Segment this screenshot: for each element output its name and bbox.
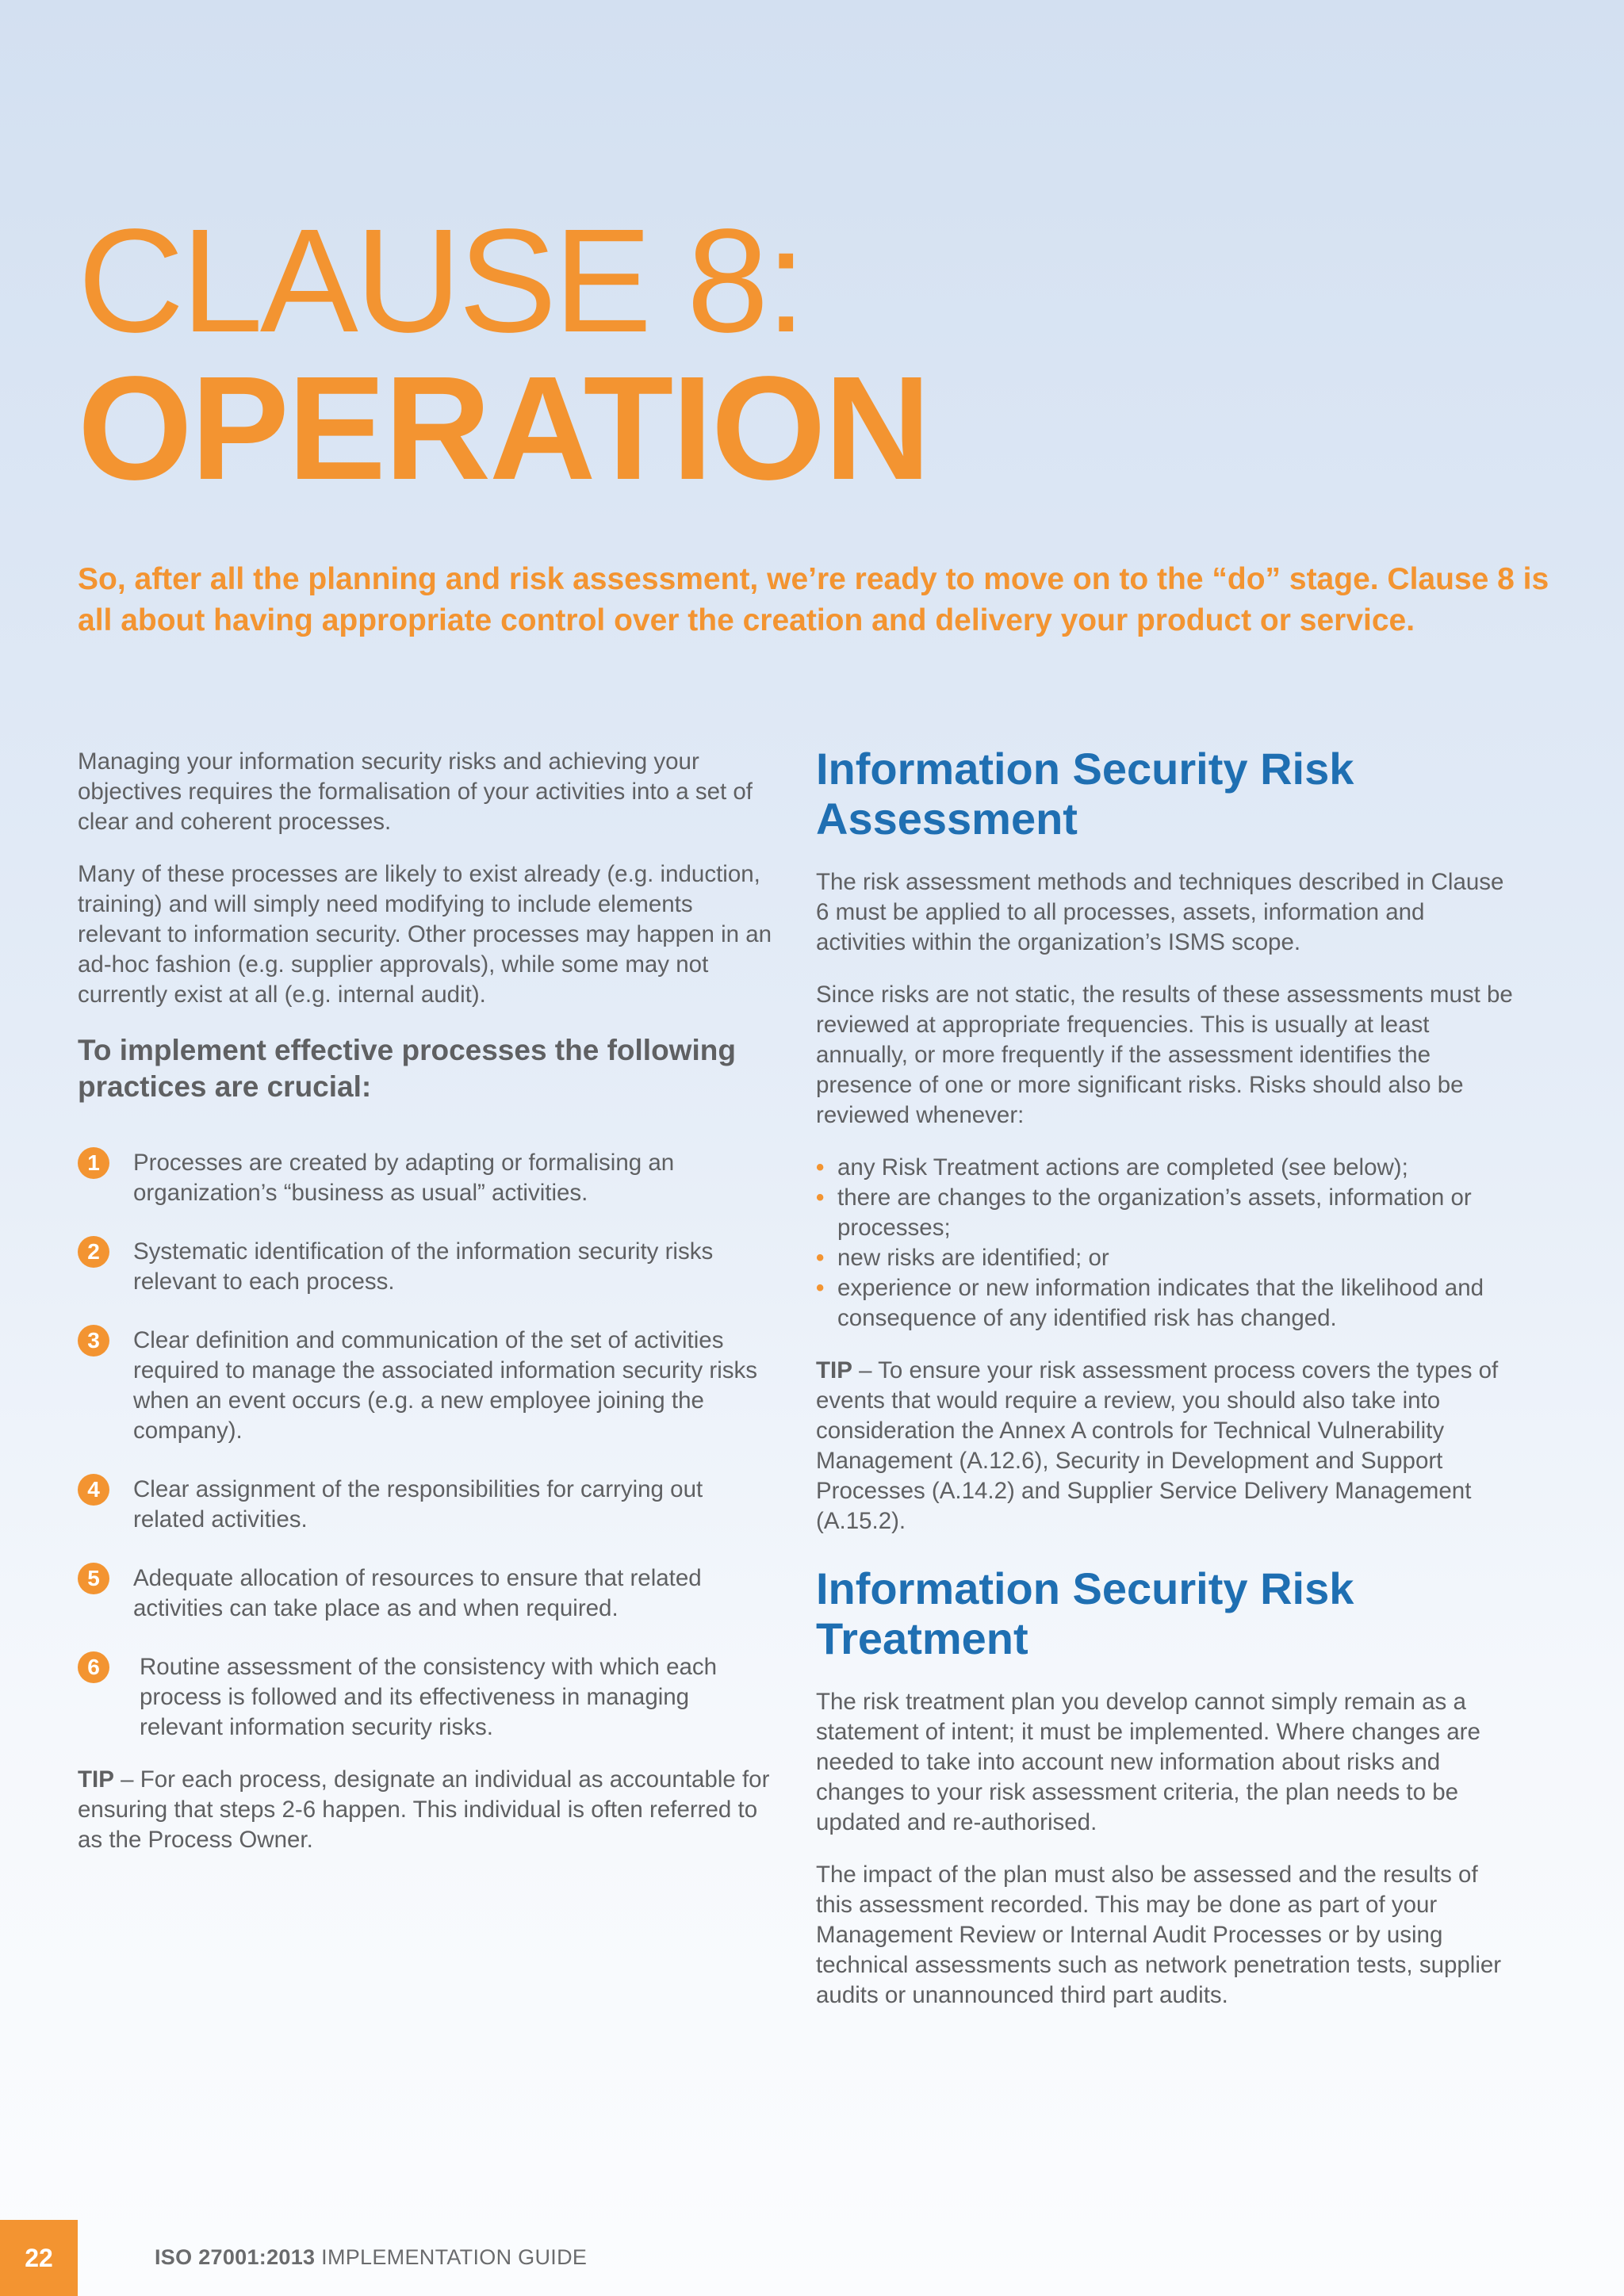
- footer-doc-name: IMPLEMENTATION GUIDE: [315, 2245, 588, 2269]
- practices-subheading: To implement effective processes the following practices are crucial:: [78, 1034, 736, 1103]
- left-column: [78, 747, 776, 1877]
- step-number-badge: 4: [78, 1474, 109, 1506]
- list-item: [78, 1563, 776, 1624]
- step-number-badge: 5: [78, 1563, 109, 1594]
- list-item: • experience or new information indicates that the likelihood and consequence of any identified risk has changed.: [816, 1273, 1514, 1334]
- step-number-badge: 6: [78, 1651, 109, 1683]
- risk-assessment-paragraph-2: Since risks are not static, the results of these assessments must be reviewed at appropriate frequencies. This is usually at least annually, or more frequently if the assessment identifies the presence of one or more significant risks. Risks should also be reviewed whenever:: [816, 982, 1513, 1128]
- footer-doc-code: ISO 27001:2013: [155, 2245, 316, 2269]
- left-paragraph-1: Managing your information security risks and achieving your objectives requires the formalisation of your activities into a set of clear and coherent processes.: [78, 748, 753, 835]
- tip-text: – For each process, designate an individual as accountable for ensuring that steps 2-6 happen. This individual is often referred to as the Process Owner.: [78, 1766, 770, 1853]
- list-item: [78, 1475, 776, 1535]
- practices-list: [78, 1148, 776, 1743]
- list-item: • there are changes to the organization’s assets, information or processes;: [816, 1183, 1514, 1243]
- left-paragraph-2: Many of these processes are likely to exist already (e.g. induction, training) and will simply need modifying to include elements relevant to information security. Other processes may happen in an ad-hoc fashion (e.g. supplier approvals), while some may not currently exist at all (e.g. internal audit).: [78, 861, 772, 1008]
- list-item: [78, 1148, 776, 1208]
- list-item: • any Risk Treatment actions are completed (see below);: [816, 1153, 1514, 1183]
- section-heading-risk-assessment: Information Security Risk Assessment: [816, 744, 1354, 844]
- footer-document-title: [155, 2245, 587, 2270]
- page-number-badge: 22: [0, 2220, 78, 2296]
- step-text: Clear assignment of the responsibilities for carrying out related activities.: [133, 1476, 703, 1533]
- section-heading-risk-treatment: Information Security Risk Treatment: [816, 1563, 1354, 1663]
- tip-text: – To ensure your risk assessment process covers the types of events that would require a review, you should also take into consideration the Annex A controls for Technical Vulnerability Management (A.12.6), Security in Development and Support Processes (A.14.2) and Supplier Service Delivery Management (A.15.2).: [816, 1357, 1499, 1534]
- step-number-badge: 1: [78, 1147, 109, 1179]
- list-item: [78, 1652, 776, 1743]
- right-tip: [816, 1356, 1514, 1536]
- risk-treatment-paragraph-1: The risk treatment plan you develop cannot simply remain as a statement of intent; it must be implemented. Where changes are needed to take into account new information about risks and changes to your risk assessment criteria, the plan needs to be updated and re-authorised.: [816, 1689, 1480, 1835]
- tip-label: TIP: [816, 1357, 852, 1383]
- step-number-badge: 2: [78, 1236, 109, 1268]
- risk-treatment-paragraph-2: The impact of the plan must also be assessed and the results of this assessment recorded. This may be done as part of your Management Review or Internal Audit Processes or by using technical assessments such as network penetration tests, supplier audits or unannounced third part audits.: [816, 1862, 1502, 2008]
- right-column: [816, 744, 1514, 2033]
- step-text: Routine assessment of the consistency with which each process is followed and its effectiveness in managing relevant information security risks.: [140, 1654, 718, 1740]
- step-text: Adequate allocation of resources to ensure that related activities can take place as and when required.: [133, 1565, 702, 1621]
- list-item: [78, 1237, 776, 1297]
- tip-label: TIP: [78, 1766, 114, 1793]
- list-item: [78, 1326, 776, 1446]
- left-tip: [78, 1765, 776, 1855]
- page-title-operation: OPERATION: [78, 346, 929, 511]
- step-text: Systematic identification of the information security risks relevant to each process.: [133, 1238, 714, 1295]
- review-triggers-list: [816, 1153, 1514, 1334]
- step-text: Clear definition and communication of the set of activities required to manage the associated information security risks when an event occurs (e.g. a new employee joining the company).: [133, 1327, 758, 1444]
- list-item: • new risks are identified; or: [816, 1243, 1514, 1273]
- page-title-clause: CLAUSE 8:: [78, 199, 804, 363]
- intro-paragraph: So, after all the planning and risk assessment, we’re ready to move on to the “do” stage. Clause 8 is all about having appropriate control over the creation and delivery your product or service.: [78, 562, 1549, 637]
- step-number-badge: 3: [78, 1325, 109, 1357]
- risk-assessment-paragraph-1: The risk assessment methods and techniques described in Clause 6 must be applied to all processes, assets, information and activities within the organization’s ISMS scope.: [816, 869, 1504, 955]
- step-text: Processes are created by adapting or formalising an organization’s “business as usual” activities.: [133, 1150, 675, 1206]
